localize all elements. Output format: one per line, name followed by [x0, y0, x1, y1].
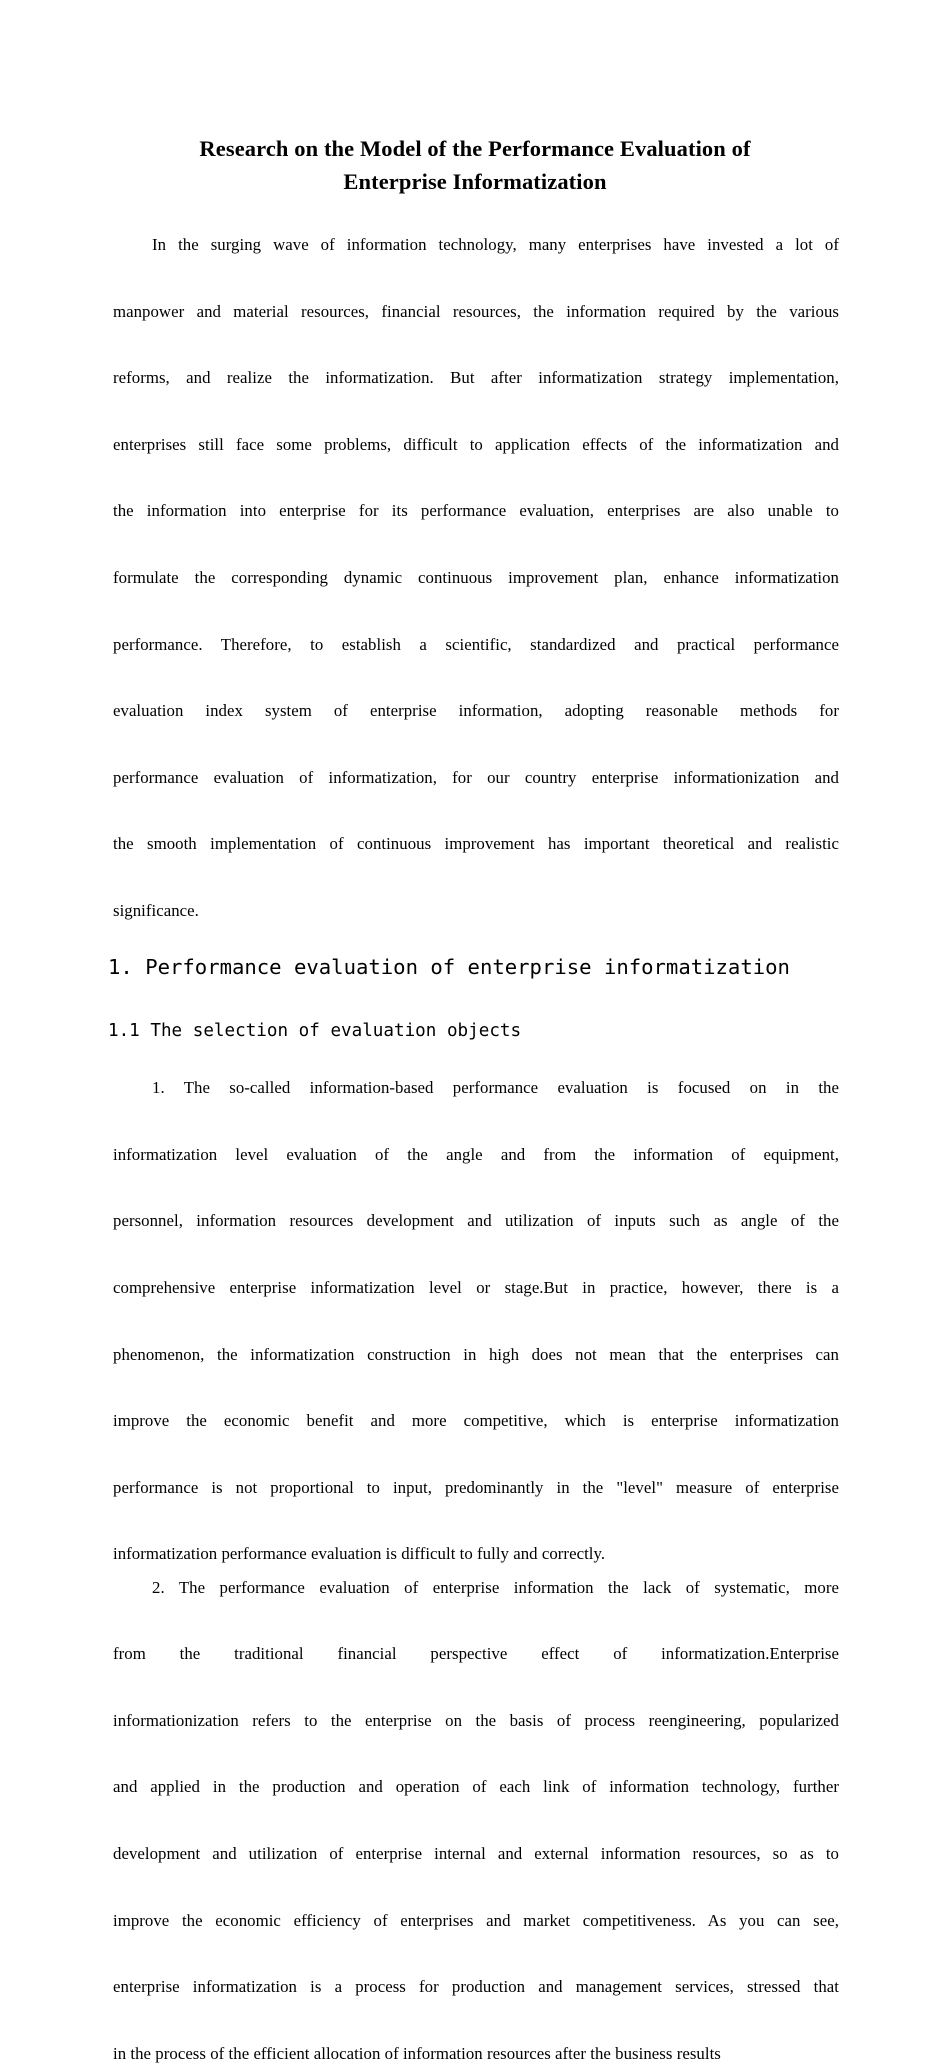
text-line: enterprises still face some problems, difficult to application effects of the informatization and — [113, 434, 839, 454]
text-line: In the surging wave of information technology, many enterprises have invested a lot of — [152, 235, 839, 254]
text-line: 2. The performance evaluation of enterprise information the lack of systematic, more — [152, 1577, 839, 1597]
text-line: the information into enterprise for its performance evaluation, enterprises are also unable to — [113, 501, 839, 521]
page-content — [108, 0, 839, 2070]
text-line: manpower and material resources, financial resources, the information required by the various — [113, 301, 839, 321]
section-heading-1-1: 1.1 The selection of evaluation objects — [108, 1021, 522, 1042]
text-line: informatization level evaluation of the angle and from the information of equipment, — [113, 1144, 839, 1164]
text-line: and applied in the production and operation of each link of information technology, further — [113, 1777, 839, 1797]
text-line: performance. Therefore, to establish a scientific, standardized and practical performance — [113, 634, 839, 654]
page-title-line-2: Enterprise Informatization — [343, 169, 607, 194]
text-line: the smooth implementation of continuous improvement has important theoretical and realistic — [113, 834, 839, 854]
body-paragraph-item-2 — [113, 1571, 839, 2070]
text-line: evaluation index system of enterprise information, adopting reasonable methods for — [113, 701, 839, 721]
text-line: in the process of the efficient allocation of information resources after the business results — [113, 2043, 721, 2063]
text-line: comprehensive enterprise informatization level or stage.But in practice, however, there is a — [113, 1278, 839, 1298]
page-title — [155, 0, 795, 198]
text-line: performance evaluation of informatization, for our country enterprise informationization and — [113, 767, 839, 787]
text-line: from the traditional financial perspective effect of informatization.Enterprise — [113, 1644, 839, 1664]
text-line: improve the economic benefit and more competitive, which is enterprise informatization — [113, 1411, 839, 1431]
text-line: performance is not proportional to input, predominantly in the "level" measure of enterprise — [113, 1477, 839, 1497]
text-line: informationization refers to the enterprise on the basis of process reengineering, popularized — [113, 1710, 839, 1730]
text-line: 1. The so-called information-based performance evaluation is focused on in the — [152, 1078, 839, 1098]
text-line: reforms, and realize the informatization. But after informatization strategy implementation, — [113, 368, 839, 388]
text-line: formulate the corresponding dynamic continuous improvement plan, enhance informatization — [113, 567, 839, 587]
text-line: improve the economic efficiency of enterprises and market competitiveness. As you can see, — [113, 1910, 839, 1930]
abstract-paragraph — [113, 228, 839, 927]
text-line: significance. — [113, 900, 199, 920]
text-line: development and utilization of enterprise internal and external information resources, so as to — [113, 1844, 839, 1864]
text-line: enterprise informatization is a process for production and management services, stressed that — [113, 1977, 839, 1997]
section-heading-1: 1. Performance evaluation of enterprise informatization — [108, 955, 790, 980]
body-paragraph-item-1 — [113, 1071, 839, 1570]
page-title-line-1: Research on the Model of the Performance Evaluation of — [199, 136, 751, 161]
text-line: personnel, information resources development and utilization of inputs such as angle of the — [113, 1211, 839, 1231]
text-line: informatization performance evaluation is difficult to fully and correctly. — [113, 1544, 606, 1564]
text-line: phenomenon, the informatization construction in high does not mean that the enterprises can — [113, 1344, 839, 1364]
